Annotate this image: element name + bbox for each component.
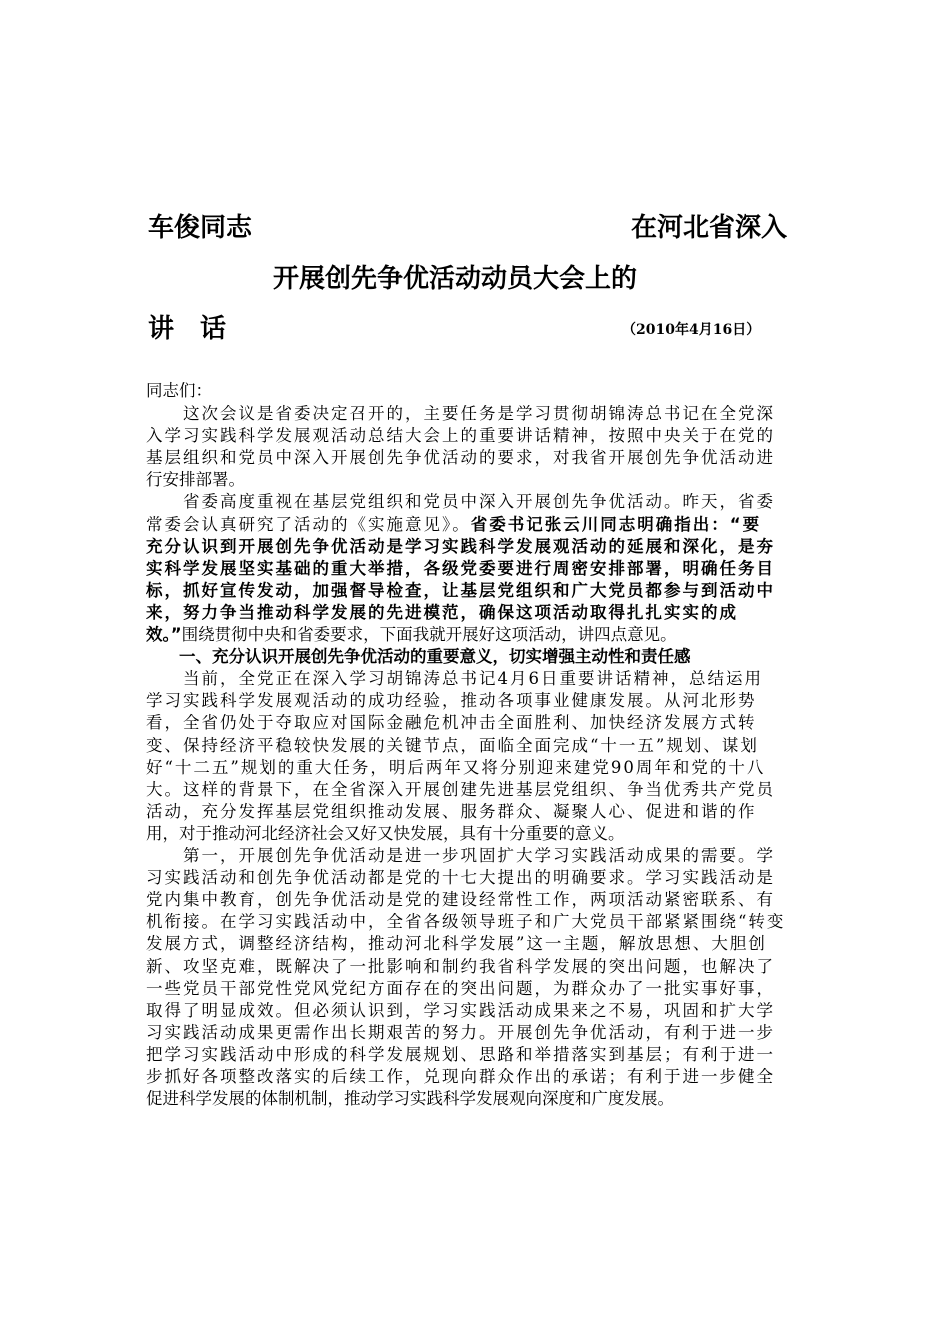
title-speaker: 车俊同志 bbox=[148, 213, 253, 243]
body-line bbox=[146, 1066, 775, 1087]
body-line bbox=[146, 956, 775, 977]
emphasis-text: 实科学发展坚实基础的重大举措，各级党委要进行周密安排部署，明确任务目 bbox=[146, 558, 775, 578]
body-text-span: 新、攻坚克难，既解决了一批影响和制约我省科学发展的突出问题，也解决了 bbox=[146, 956, 775, 976]
body-line bbox=[146, 911, 785, 932]
body-line bbox=[146, 978, 775, 999]
body-line bbox=[146, 823, 625, 844]
title-event-start: 在河北省深入 bbox=[631, 213, 788, 243]
body-line bbox=[146, 690, 757, 711]
body-text-span: 大。这样的背景下，在全省深入开展创建先进基层党组织、争当优秀共产党员 bbox=[146, 779, 775, 799]
body-line bbox=[146, 447, 775, 468]
body-line bbox=[146, 1022, 775, 1043]
emphasis-text: 效。” bbox=[146, 625, 182, 644]
body-text-span: 入学习实践科学发展观活动总结大会上的重要讲话精神，按照中央关于在党的 bbox=[146, 426, 775, 446]
title-speech: 讲 话 bbox=[148, 314, 227, 344]
body-text-span: 第一，开展创先争优活动是进一步巩固扩大学习实践活动成果的需要。学 bbox=[146, 846, 775, 865]
title-event-middle: 开展创先争优活动动员大会上的 bbox=[273, 264, 638, 294]
emphasis-text: 一、充分认识开展创先争优活动的重要意义，切实增强主动性和责任感 bbox=[146, 647, 691, 667]
emphasis-text: 标，抓好宣传发动，加强督导检查，让基层党组织和广大党员都参与到活动中 bbox=[146, 580, 775, 600]
body-text-span: 活动，充分发挥基层党组织推动发展、服务群众、凝聚人心、促进和谐的作 bbox=[146, 801, 757, 821]
body-text-span: 一些党员干部党性党风党纪方面存在的突出问题，为群众办了一批实事好事， bbox=[146, 978, 775, 998]
body-text-span: 促进科学发展的体制机制，推动学习实践科学发展观向深度和广度发展。 bbox=[146, 1089, 674, 1109]
body-line bbox=[146, 1000, 775, 1021]
body-line bbox=[146, 536, 775, 557]
body-text-span: 把学习实践活动中形成的科学发展规划、思路和举措落实到基层；有利于进一 bbox=[146, 1044, 775, 1064]
body-text-span: 用，对于推动河北经济社会又好又快发展，具有十分重要的意义。 bbox=[146, 823, 625, 843]
body-line bbox=[146, 668, 763, 689]
body-line bbox=[146, 646, 691, 667]
body-text-span: 常委会认真研究了活动的《实施意见》。 bbox=[146, 514, 471, 534]
body-line bbox=[146, 757, 765, 778]
emphasis-text: 充分认识到开展创先争优活动是学习实践科学发展观活动的延展和深化，是夯 bbox=[146, 536, 775, 556]
body-line bbox=[146, 425, 775, 446]
body-line bbox=[146, 514, 761, 535]
body-line bbox=[146, 889, 775, 910]
body-line bbox=[146, 558, 775, 579]
body-text-span: 这次会议是省委决定召开的，主要任务是学习贯彻胡锦涛总书记在全党深 bbox=[146, 404, 775, 423]
speech-date: （2010年4月16日） bbox=[622, 322, 761, 338]
body-line bbox=[146, 469, 245, 490]
body-text-span: 省委高度重视在基层党组织和党员中深入开展创先争优活动。昨天，省委 bbox=[146, 492, 775, 512]
salutation: 同志们： bbox=[146, 381, 212, 400]
body-line bbox=[146, 580, 775, 601]
body-text-span: 看，全省仍处于夺取应对国际金融危机冲击全面胜利、加快经济发展方式转 bbox=[146, 713, 757, 733]
body-text-span: 围绕贯彻中央和省委要求，下面我就开展好这项活动，讲四点意见。 bbox=[181, 625, 677, 644]
body-line bbox=[146, 491, 775, 512]
body-text-span: 习实践活动和创先争优活动都是党的十七大提出的明确要求。学习实践活动是 bbox=[146, 868, 775, 888]
body-line bbox=[146, 933, 767, 954]
body-text-span: 好“十二五”规划的重大任务，明后两年又将分别迎来建党90周年和党的十八 bbox=[146, 757, 766, 777]
body-text-span: 机衔接。在学习实践活动中，全省各级领导班子和广大党员干部紧紧围绕“转变 bbox=[146, 912, 786, 932]
body-line bbox=[146, 1044, 775, 1065]
body-line bbox=[146, 602, 738, 623]
body-text-span: 学习实践科学发展观活动的成功经验，推动各项事业健康发展。从河北形势 bbox=[146, 691, 757, 711]
body-text-span: 党内集中教育，创先争优活动是党的建设经常性工作，两项活动紧密联系、有 bbox=[146, 890, 775, 910]
body-text-span: 步抓好各项整改落实的后续工作，兑现向群众作出的承诺；有利于进一步健全 bbox=[146, 1067, 775, 1086]
body-line bbox=[146, 867, 775, 888]
body-line bbox=[146, 403, 775, 424]
body-text-span: 习实践活动成果更需作出长期艰苦的努力。开展创先争优活动，有利于进一步 bbox=[146, 1022, 775, 1042]
body-line bbox=[146, 845, 775, 866]
body-line bbox=[146, 735, 759, 756]
emphasis-text: 省委书记张云川同志明确指出：“要 bbox=[470, 514, 762, 534]
body-text-span: 发展方式，调整经济结构，推动河北科学发展”这一主题，解放思想、大胆创 bbox=[146, 934, 767, 954]
body-line bbox=[146, 801, 757, 822]
body-text-span: 行安排部署。 bbox=[146, 470, 245, 490]
emphasis-text: 来，努力争当推动科学发展的先进模范，确保这项活动取得扎扎实实的成 bbox=[146, 602, 738, 622]
body-text-span: 取得了明显成效。但必须认识到，学习实践活动成果来之不易，巩固和扩大学 bbox=[146, 1000, 775, 1020]
body-line bbox=[146, 624, 677, 645]
body-line bbox=[146, 779, 775, 800]
body-text-span: 变、保持经济平稳较快发展的关键节点，面临全面完成“十一五”规划、谋划 bbox=[146, 735, 759, 755]
body-line bbox=[146, 1088, 674, 1109]
body-text-span: 当前，全党正在深入学习胡锦涛总书记4月6日重要讲话精神，总结运用 bbox=[146, 669, 763, 689]
body-line bbox=[146, 712, 757, 733]
body-text-span: 基层组织和党员中深入开展创先争优活动的要求，对我省开展创先争优活动进 bbox=[146, 448, 775, 468]
